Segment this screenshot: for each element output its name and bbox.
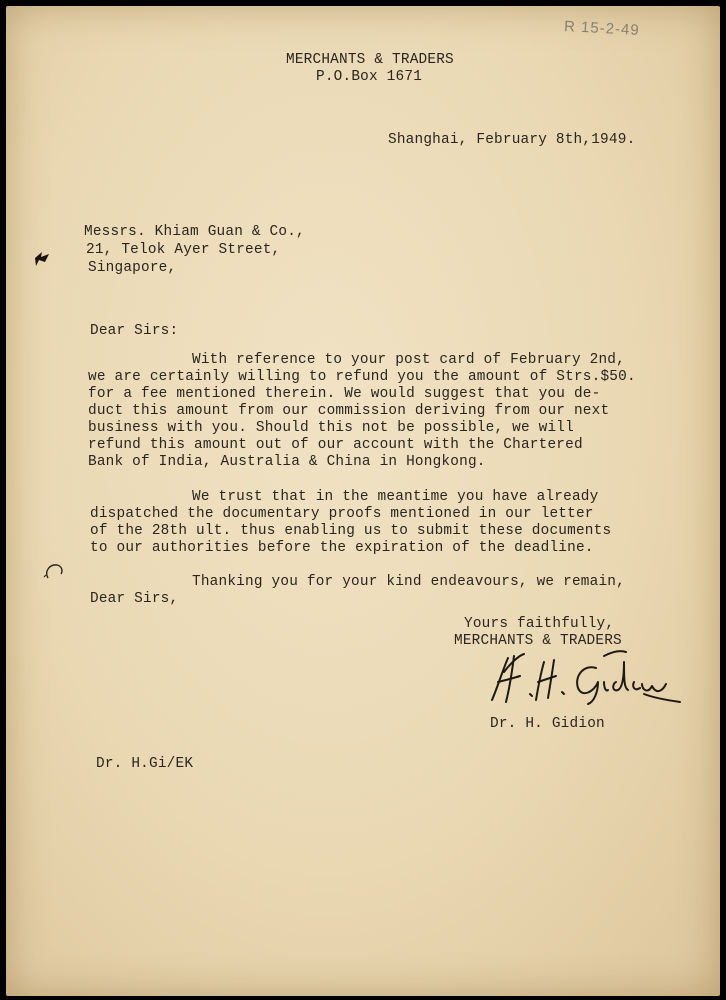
para1-line-4: duct this amount from our commission deriving from our next	[88, 403, 610, 419]
para3: Thanking you for your kind endeavours, we remain,	[192, 574, 625, 590]
letter-page	[6, 6, 720, 996]
closing: Yours faithfully,	[464, 616, 615, 632]
recipient-line-3: Singapore,	[88, 260, 177, 276]
para2-line-4: to our authorities before the expiration of the deadline.	[90, 540, 594, 556]
para1-line-6: refund this amount out of our account with the Chartered	[88, 437, 583, 453]
letterhead-company: MERCHANTS & TRADERS	[286, 52, 454, 68]
para2-line-3: of the 28th ult. thus enabling us to submit these documents	[90, 523, 612, 539]
closing-company: MERCHANTS & TRADERS	[454, 633, 622, 649]
letterhead-box: P.O.Box 1671	[316, 69, 423, 85]
reference-initials: Dr. H.Gi/EK	[96, 756, 194, 772]
salutation: Dear Sirs:	[90, 323, 179, 339]
para1-line-1: With reference to your post card of February 2nd,	[192, 352, 625, 368]
recipient-line-1: Messrs. Khiam Guan & Co.,	[84, 224, 305, 240]
signer-name: Dr. H. Gidion	[490, 716, 605, 732]
recipient-line-2: 21, Telok Ayer Street,	[86, 242, 281, 258]
para1-line-3: for a fee mentioned therein. We would suggest that you de-	[88, 386, 601, 402]
date-line: Shanghai, February 8th,1949.	[388, 132, 636, 148]
punch-mark-icon	[32, 248, 54, 270]
para1-line-7: Bank of India, Australia & China in Hongkong.	[88, 454, 486, 470]
signature	[484, 642, 684, 706]
para2-line-1: We trust that in the meantime you have already	[192, 489, 599, 505]
para1-line-2: we are certainly willing to refund you the amount of Strs.$50.	[88, 369, 636, 385]
reference-note: R 15-2-49	[563, 18, 641, 39]
para2-line-2: dispatched the documentary proofs mentioned in our letter	[90, 506, 594, 522]
para1-line-5: business with you. Should this not be possible, we will	[88, 420, 574, 436]
ring-mark-icon	[42, 561, 68, 583]
closing-salutation: Dear Sirs,	[90, 591, 179, 607]
